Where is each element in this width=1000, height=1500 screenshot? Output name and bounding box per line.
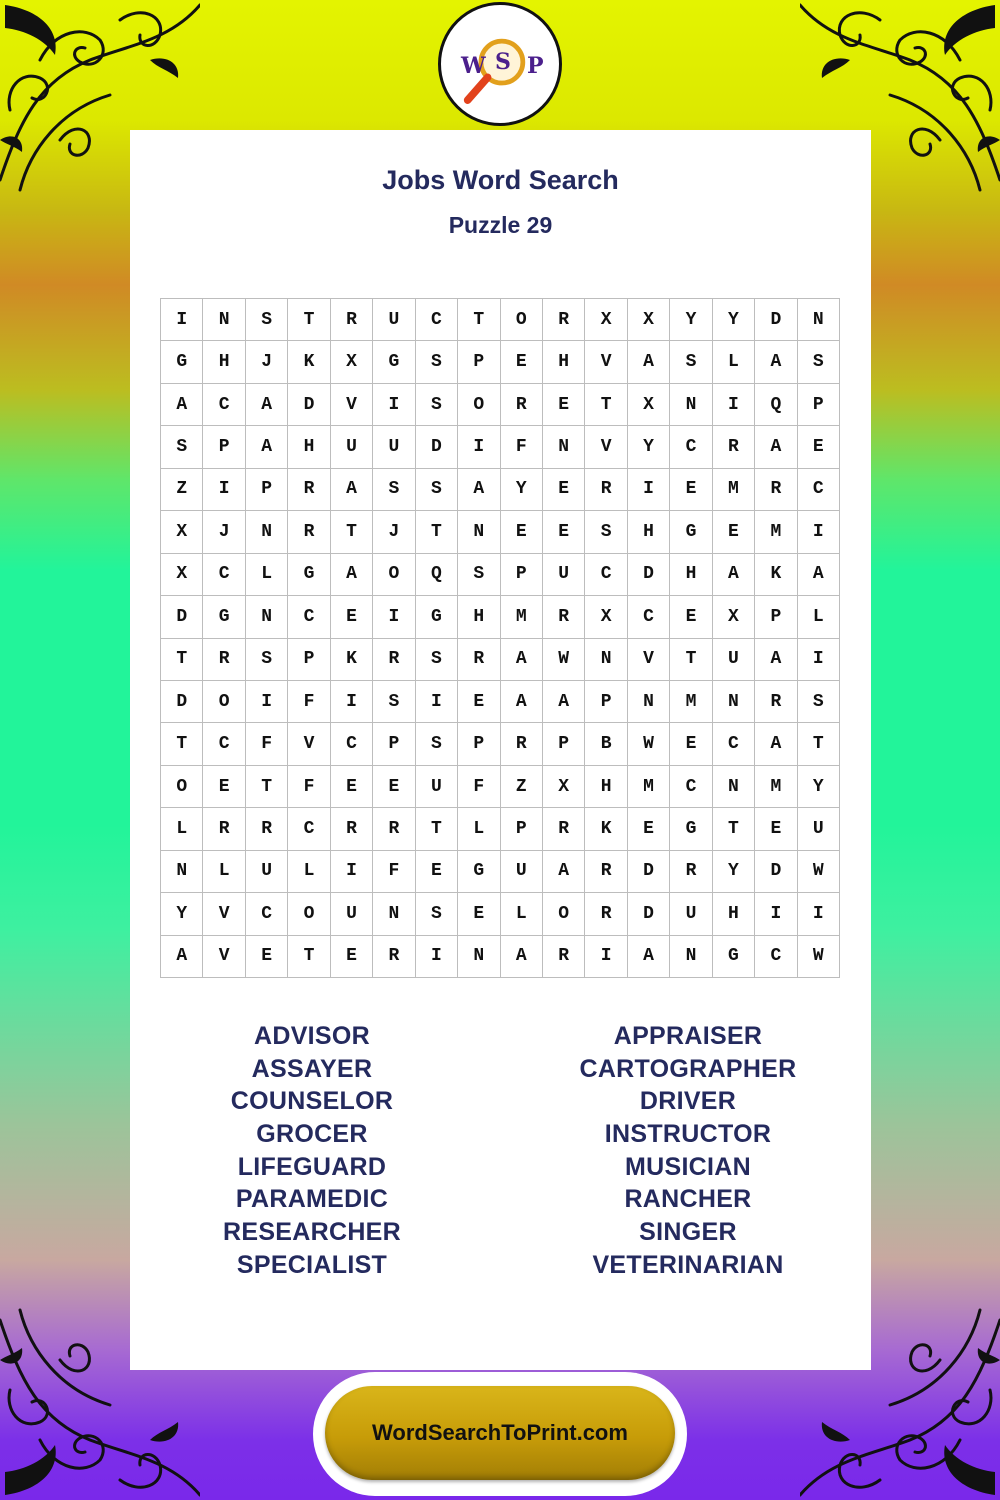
- grid-cell[interactable]: T: [416, 808, 458, 850]
- grid-cell[interactable]: I: [373, 384, 415, 426]
- grid-cell[interactable]: E: [713, 511, 755, 553]
- grid-cell[interactable]: X: [585, 596, 627, 638]
- grid-cell[interactable]: I: [203, 469, 245, 511]
- grid-cell[interactable]: X: [713, 596, 755, 638]
- grid-cell[interactable]: J: [203, 511, 245, 553]
- grid-cell[interactable]: C: [288, 808, 330, 850]
- grid-cell[interactable]: P: [288, 639, 330, 681]
- grid-cell[interactable]: A: [246, 426, 288, 468]
- grid-cell[interactable]: S: [670, 341, 712, 383]
- grid-cell[interactable]: U: [331, 893, 373, 935]
- grid-cell[interactable]: E: [543, 384, 585, 426]
- grid-cell[interactable]: G: [458, 851, 500, 893]
- grid-cell[interactable]: V: [331, 384, 373, 426]
- grid-cell[interactable]: A: [331, 469, 373, 511]
- grid-cell[interactable]: A: [501, 936, 543, 978]
- grid-cell[interactable]: C: [203, 723, 245, 765]
- grid-cell[interactable]: T: [458, 299, 500, 341]
- grid-cell[interactable]: F: [288, 766, 330, 808]
- logo-letter-w: W: [461, 53, 486, 79]
- grid-cell[interactable]: K: [585, 808, 627, 850]
- grid-cell[interactable]: A: [755, 341, 797, 383]
- grid-cell[interactable]: Y: [798, 766, 840, 808]
- grid-cell[interactable]: N: [246, 596, 288, 638]
- grid-cell[interactable]: S: [416, 341, 458, 383]
- word-list-item: LIFEGUARD: [237, 1152, 387, 1181]
- grid-cell[interactable]: U: [373, 426, 415, 468]
- grid-cell[interactable]: Q: [755, 384, 797, 426]
- grid-cell[interactable]: V: [628, 639, 670, 681]
- grid-cell[interactable]: C: [628, 596, 670, 638]
- grid-cell[interactable]: O: [501, 299, 543, 341]
- grid-cell[interactable]: U: [543, 554, 585, 596]
- word-list-item: VETERINARIAN: [592, 1250, 784, 1279]
- grid-cell[interactable]: A: [246, 384, 288, 426]
- grid-cell[interactable]: S: [373, 469, 415, 511]
- grid-cell[interactable]: D: [755, 299, 797, 341]
- grid-cell[interactable]: L: [161, 808, 203, 850]
- grid-cell[interactable]: P: [458, 723, 500, 765]
- grid-cell[interactable]: H: [288, 426, 330, 468]
- grid-cell[interactable]: G: [288, 554, 330, 596]
- grid-cell[interactable]: K: [755, 554, 797, 596]
- grid-cell[interactable]: R: [203, 808, 245, 850]
- grid-cell[interactable]: E: [246, 936, 288, 978]
- grid-cell[interactable]: E: [755, 808, 797, 850]
- grid-cell[interactable]: M: [755, 511, 797, 553]
- grid-cell[interactable]: E: [543, 511, 585, 553]
- grid-cell[interactable]: A: [501, 639, 543, 681]
- grid-cell[interactable]: C: [331, 723, 373, 765]
- grid-cell[interactable]: D: [755, 851, 797, 893]
- grid-cell[interactable]: A: [713, 554, 755, 596]
- grid-cell[interactable]: S: [798, 341, 840, 383]
- grid-cell[interactable]: N: [713, 766, 755, 808]
- grid-cell[interactable]: E: [670, 469, 712, 511]
- wsp-logo[interactable]: [438, 2, 562, 126]
- grid-cell[interactable]: T: [713, 808, 755, 850]
- grid-cell[interactable]: N: [161, 851, 203, 893]
- grid-cell[interactable]: T: [161, 639, 203, 681]
- puzzle-number: Puzzle 29: [448, 212, 553, 238]
- grid-cell[interactable]: P: [373, 723, 415, 765]
- grid-cell[interactable]: I: [628, 469, 670, 511]
- grid-cell[interactable]: R: [543, 808, 585, 850]
- grid-cell[interactable]: O: [543, 893, 585, 935]
- grid-cell[interactable]: C: [203, 384, 245, 426]
- grid-cell[interactable]: L: [713, 341, 755, 383]
- puzzle-title: Jobs Word Search: [382, 165, 619, 195]
- grid-cell[interactable]: A: [501, 681, 543, 723]
- grid-cell[interactable]: O: [203, 681, 245, 723]
- grid-cell[interactable]: R: [288, 469, 330, 511]
- grid-cell[interactable]: T: [670, 639, 712, 681]
- word-list-item: RANCHER: [624, 1185, 752, 1214]
- grid-cell[interactable]: L: [288, 851, 330, 893]
- grid-cell[interactable]: R: [373, 936, 415, 978]
- grid-cell[interactable]: X: [543, 766, 585, 808]
- grid-cell[interactable]: S: [416, 639, 458, 681]
- word-list-left: [162, 1020, 462, 1282]
- grid-cell[interactable]: S: [458, 554, 500, 596]
- grid-cell[interactable]: A: [755, 639, 797, 681]
- grid-cell[interactable]: G: [670, 808, 712, 850]
- grid-cell[interactable]: G: [373, 341, 415, 383]
- grid-cell[interactable]: S: [416, 723, 458, 765]
- grid-cell[interactable]: S: [416, 384, 458, 426]
- grid-cell[interactable]: H: [628, 511, 670, 553]
- grid-cell[interactable]: R: [713, 426, 755, 468]
- grid-cell[interactable]: Y: [161, 893, 203, 935]
- grid-cell[interactable]: I: [416, 681, 458, 723]
- grid-cell[interactable]: S: [373, 681, 415, 723]
- grid-cell[interactable]: H: [670, 554, 712, 596]
- grid-cell[interactable]: A: [543, 851, 585, 893]
- grid-cell[interactable]: D: [628, 851, 670, 893]
- grid-cell[interactable]: C: [670, 426, 712, 468]
- grid-cell[interactable]: S: [416, 893, 458, 935]
- grid-cell[interactable]: N: [670, 384, 712, 426]
- footer-badge: [313, 1372, 687, 1496]
- grid-cell[interactable]: F: [458, 766, 500, 808]
- word-list-right: [538, 1020, 838, 1282]
- grid-cell[interactable]: N: [203, 299, 245, 341]
- grid-cell[interactable]: R: [331, 808, 373, 850]
- grid-cell[interactable]: C: [246, 893, 288, 935]
- grid-cell[interactable]: T: [331, 511, 373, 553]
- grid-cell[interactable]: P: [585, 681, 627, 723]
- grid-cell[interactable]: R: [755, 469, 797, 511]
- grid-cell[interactable]: R: [373, 808, 415, 850]
- word-list-item: INSTRUCTOR: [604, 1120, 772, 1149]
- word-list-item: SPECIALIST: [236, 1250, 388, 1279]
- grid-cell[interactable]: F: [288, 681, 330, 723]
- word-list-item: COUNSELOR: [230, 1087, 394, 1116]
- grid-cell[interactable]: C: [755, 936, 797, 978]
- grid-cell[interactable]: E: [331, 596, 373, 638]
- grid-cell[interactable]: R: [585, 469, 627, 511]
- grid-cell[interactable]: W: [543, 639, 585, 681]
- grid-cell[interactable]: D: [161, 681, 203, 723]
- grid-cell[interactable]: D: [628, 893, 670, 935]
- grid-cell[interactable]: T: [288, 299, 330, 341]
- grid-cell[interactable]: A: [755, 723, 797, 765]
- grid-cell[interactable]: I: [755, 893, 797, 935]
- grid-cell[interactable]: R: [543, 299, 585, 341]
- grid-cell[interactable]: K: [331, 639, 373, 681]
- grid-cell[interactable]: C: [416, 299, 458, 341]
- grid-cell[interactable]: V: [288, 723, 330, 765]
- grid-cell[interactable]: A: [161, 384, 203, 426]
- grid-cell[interactable]: T: [246, 766, 288, 808]
- grid-cell[interactable]: R: [670, 851, 712, 893]
- grid-cell[interactable]: L: [501, 893, 543, 935]
- grid-cell[interactable]: S: [246, 639, 288, 681]
- grid-cell[interactable]: I: [161, 299, 203, 341]
- grid-cell[interactable]: I: [373, 596, 415, 638]
- grid-cell[interactable]: N: [246, 511, 288, 553]
- grid-cell[interactable]: S: [246, 299, 288, 341]
- grid-cell[interactable]: E: [331, 936, 373, 978]
- grid-cell[interactable]: Y: [670, 299, 712, 341]
- grid-cell[interactable]: A: [755, 426, 797, 468]
- grid-cell[interactable]: H: [203, 341, 245, 383]
- grid-cell[interactable]: H: [713, 893, 755, 935]
- grid-cell[interactable]: R: [755, 681, 797, 723]
- grid-cell[interactable]: P: [755, 596, 797, 638]
- grid-cell[interactable]: R: [543, 936, 585, 978]
- grid-cell[interactable]: E: [670, 723, 712, 765]
- grid-cell[interactable]: T: [161, 723, 203, 765]
- grid-cell[interactable]: O: [373, 554, 415, 596]
- grid-cell[interactable]: N: [458, 936, 500, 978]
- grid-cell[interactable]: L: [798, 596, 840, 638]
- grid-cell[interactable]: J: [246, 341, 288, 383]
- grid-cell[interactable]: P: [246, 469, 288, 511]
- grid-cell[interactable]: U: [246, 851, 288, 893]
- grid-cell[interactable]: E: [501, 341, 543, 383]
- grid-cell[interactable]: U: [373, 299, 415, 341]
- grid-cell[interactable]: R: [331, 299, 373, 341]
- grid-cell[interactable]: T: [585, 384, 627, 426]
- grid-cell[interactable]: R: [458, 639, 500, 681]
- site-link-button[interactable]: WordSearchToPrint.com: [325, 1386, 675, 1480]
- word-list-item: DRIVER: [639, 1087, 737, 1116]
- grid-cell[interactable]: E: [501, 511, 543, 553]
- grid-cell[interactable]: X: [161, 554, 203, 596]
- grid-cell[interactable]: M: [713, 469, 755, 511]
- grid-cell[interactable]: L: [246, 554, 288, 596]
- grid-cell[interactable]: X: [585, 299, 627, 341]
- grid-cell[interactable]: H: [543, 341, 585, 383]
- grid-cell[interactable]: P: [543, 723, 585, 765]
- grid-cell[interactable]: S: [798, 681, 840, 723]
- grid-cell[interactable]: Y: [713, 851, 755, 893]
- grid-cell[interactable]: M: [628, 766, 670, 808]
- grid-cell[interactable]: I: [713, 384, 755, 426]
- word-list-item: SINGER: [639, 1218, 737, 1247]
- grid-cell[interactable]: N: [543, 426, 585, 468]
- grid-cell[interactable]: O: [458, 384, 500, 426]
- letter-grid: [160, 298, 840, 978]
- grid-cell[interactable]: F: [373, 851, 415, 893]
- grid-cell[interactable]: M: [755, 766, 797, 808]
- grid-cell[interactable]: E: [543, 469, 585, 511]
- grid-cell[interactable]: I: [331, 851, 373, 893]
- grid-cell[interactable]: A: [628, 341, 670, 383]
- grid-cell[interactable]: Q: [416, 554, 458, 596]
- grid-cell[interactable]: E: [373, 766, 415, 808]
- grid-cell[interactable]: C: [203, 554, 245, 596]
- grid-cell[interactable]: U: [670, 893, 712, 935]
- grid-cell[interactable]: T: [416, 511, 458, 553]
- grid-cell[interactable]: R: [501, 723, 543, 765]
- grid-cell[interactable]: C: [798, 469, 840, 511]
- grid-cell[interactable]: U: [331, 426, 373, 468]
- puzzle-panel: [130, 130, 871, 1370]
- grid-cell[interactable]: G: [416, 596, 458, 638]
- grid-cell[interactable]: G: [713, 936, 755, 978]
- grid-cell[interactable]: B: [585, 723, 627, 765]
- grid-cell[interactable]: W: [798, 936, 840, 978]
- grid-cell[interactable]: N: [670, 936, 712, 978]
- grid-cell[interactable]: O: [288, 893, 330, 935]
- grid-cell[interactable]: I: [585, 936, 627, 978]
- grid-cell[interactable]: R: [501, 384, 543, 426]
- grid-cell[interactable]: G: [670, 511, 712, 553]
- grid-cell[interactable]: E: [628, 808, 670, 850]
- grid-cell[interactable]: O: [161, 766, 203, 808]
- grid-cell[interactable]: M: [501, 596, 543, 638]
- grid-cell[interactable]: E: [798, 426, 840, 468]
- grid-cell[interactable]: E: [670, 596, 712, 638]
- grid-cell[interactable]: A: [628, 936, 670, 978]
- word-list-item: MUSICIAN: [624, 1152, 751, 1181]
- grid-cell[interactable]: S: [585, 511, 627, 553]
- grid-cell[interactable]: V: [203, 936, 245, 978]
- grid-cell[interactable]: N: [458, 511, 500, 553]
- grid-cell[interactable]: X: [628, 384, 670, 426]
- grid-cell[interactable]: F: [246, 723, 288, 765]
- grid-cell[interactable]: J: [373, 511, 415, 553]
- grid-cell[interactable]: S: [416, 469, 458, 511]
- grid-cell[interactable]: D: [416, 426, 458, 468]
- grid-cell[interactable]: I: [798, 893, 840, 935]
- grid-cell[interactable]: R: [203, 639, 245, 681]
- grid-cell[interactable]: W: [798, 851, 840, 893]
- word-list-item: PARAMEDIC: [235, 1185, 389, 1214]
- grid-cell[interactable]: M: [670, 681, 712, 723]
- grid-cell[interactable]: K: [288, 341, 330, 383]
- grid-cell[interactable]: P: [458, 341, 500, 383]
- grid-cell[interactable]: P: [501, 554, 543, 596]
- grid-cell[interactable]: N: [713, 681, 755, 723]
- grid-cell[interactable]: D: [628, 554, 670, 596]
- grid-cell[interactable]: E: [331, 766, 373, 808]
- grid-cell[interactable]: H: [585, 766, 627, 808]
- word-list-item: GROCER: [256, 1120, 368, 1149]
- grid-cell[interactable]: E: [416, 851, 458, 893]
- grid-cell[interactable]: G: [203, 596, 245, 638]
- grid-cell[interactable]: E: [458, 893, 500, 935]
- grid-cell[interactable]: H: [458, 596, 500, 638]
- word-list-item: RESEARCHER: [222, 1218, 402, 1247]
- grid-cell[interactable]: L: [458, 808, 500, 850]
- grid-cell[interactable]: G: [161, 341, 203, 383]
- word-list-item: CARTOGRAPHER: [579, 1054, 797, 1083]
- grid-cell[interactable]: I: [798, 639, 840, 681]
- grid-cell[interactable]: E: [203, 766, 245, 808]
- grid-cell[interactable]: R: [585, 851, 627, 893]
- grid-cell[interactable]: I: [798, 511, 840, 553]
- grid-cell[interactable]: I: [331, 681, 373, 723]
- grid-cell[interactable]: T: [798, 723, 840, 765]
- grid-cell[interactable]: C: [288, 596, 330, 638]
- grid-cell[interactable]: R: [543, 596, 585, 638]
- grid-cell[interactable]: X: [628, 299, 670, 341]
- grid-cell[interactable]: I: [416, 936, 458, 978]
- grid-cell[interactable]: U: [501, 851, 543, 893]
- grid-cell[interactable]: D: [288, 384, 330, 426]
- grid-cell[interactable]: R: [585, 893, 627, 935]
- grid-cell[interactable]: A: [458, 469, 500, 511]
- grid-cell[interactable]: W: [628, 723, 670, 765]
- logo-letter-p: P: [527, 53, 544, 79]
- grid-cell[interactable]: Y: [501, 469, 543, 511]
- grid-cell[interactable]: N: [628, 681, 670, 723]
- grid-cell[interactable]: C: [585, 554, 627, 596]
- grid-cell[interactable]: Z: [161, 469, 203, 511]
- grid-cell[interactable]: U: [416, 766, 458, 808]
- grid-cell[interactable]: P: [798, 384, 840, 426]
- word-list-item: ASSAYER: [251, 1054, 373, 1083]
- grid-cell[interactable]: X: [161, 511, 203, 553]
- grid-cell[interactable]: D: [161, 596, 203, 638]
- grid-cell[interactable]: L: [203, 851, 245, 893]
- grid-cell[interactable]: P: [501, 808, 543, 850]
- grid-cell[interactable]: P: [203, 426, 245, 468]
- grid-cell[interactable]: A: [798, 554, 840, 596]
- grid-cell[interactable]: Y: [713, 299, 755, 341]
- grid-cell[interactable]: N: [585, 639, 627, 681]
- grid-cell[interactable]: A: [161, 936, 203, 978]
- grid-cell[interactable]: N: [798, 299, 840, 341]
- grid-cell[interactable]: Y: [628, 426, 670, 468]
- word-list-item: APPRAISER: [613, 1022, 763, 1050]
- logo-letter-s: S: [495, 49, 511, 75]
- grid-cell[interactable]: U: [713, 639, 755, 681]
- grid-cell[interactable]: X: [331, 341, 373, 383]
- grid-cell[interactable]: F: [501, 426, 543, 468]
- word-list-item: ADVISOR: [253, 1022, 370, 1050]
- grid-cell[interactable]: V: [585, 341, 627, 383]
- grid-cell[interactable]: A: [543, 681, 585, 723]
- grid-cell[interactable]: N: [373, 893, 415, 935]
- grid-cell[interactable]: R: [246, 808, 288, 850]
- grid-cell[interactable]: V: [585, 426, 627, 468]
- grid-cell[interactable]: E: [458, 681, 500, 723]
- grid-cell[interactable]: V: [203, 893, 245, 935]
- grid-cell[interactable]: R: [373, 639, 415, 681]
- grid-cell[interactable]: R: [288, 511, 330, 553]
- grid-cell[interactable]: I: [246, 681, 288, 723]
- grid-cell[interactable]: Z: [501, 766, 543, 808]
- grid-cell[interactable]: A: [331, 554, 373, 596]
- grid-cell[interactable]: C: [713, 723, 755, 765]
- grid-cell[interactable]: T: [288, 936, 330, 978]
- grid-cell[interactable]: I: [458, 426, 500, 468]
- grid-cell[interactable]: S: [161, 426, 203, 468]
- grid-cell[interactable]: C: [670, 766, 712, 808]
- grid-cell[interactable]: U: [798, 808, 840, 850]
